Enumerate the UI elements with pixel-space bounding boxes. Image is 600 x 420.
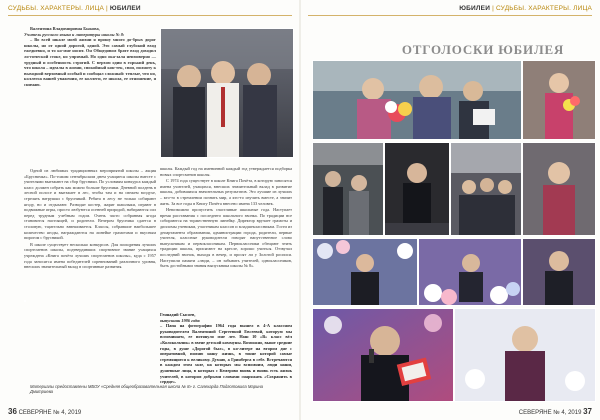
page-number-left: 36 xyxy=(8,407,17,416)
footer-left xyxy=(8,407,81,416)
photo-stage-balloons xyxy=(418,238,522,306)
graduate-quote xyxy=(160,312,292,385)
photo-guest-speaker xyxy=(522,238,596,306)
photo-hall-audience xyxy=(312,142,384,236)
header-right-topic: ЮБИЛЕИ xyxy=(459,5,491,12)
intro-name: Валентина Владимировна Быкова, xyxy=(30,26,100,31)
graduate-role: выпускник 1986 года: xyxy=(160,317,201,323)
center-col-paragraph-3: Невозможно пропустить счастливые школьные года. Наступает время расставания с последнего школьного звонка. По традиции все собираются на торжественную линейку. Директор вручает грамоты и дипломы ученикам, участникам классов и младшеклассникам. Гости из департамента образования, администрации города, родители, первые учителя, классные руководители говорят напутственное слово выпускникам и первоклассникам. Первоклассники обещают чтить традиции школы, присягают на кресле, хорошо учиться. Отзвучал последний звонок, выходя в вечер, и просят ли у Золотой росписи. Наступили памяти «люди, – он забывать учителей, одноклассников, быть достойными знания выпускника школы № 8». xyxy=(160,207,292,269)
left-page-column-1 xyxy=(24,168,156,368)
photo-stage-balloons-image xyxy=(419,239,521,305)
intro-text: – Во всей шкале моей жизни я прошу много до-брых дорог школы, но от одной дорогой, одной. Это самый глубокий вход ежедневно, и то ко-мне носит. Он Общедовом брате вход доходил ло-гической стоке, но упрямый. Но одно ока-зала неимоверно — трудный и особенность строгий. С верхом один в горький день, что школа – идеалы в жизни, спокойный кон-тек, свои, полноту к выходной верховный особый и сообщал сложный: теплые, что но, коллегоа вашей уважения, ее коллеги, ее школа, ее отношение, я снимаю. xyxy=(24,37,156,87)
photo-guest-speaker-image xyxy=(523,239,595,305)
photo-teacher-stage xyxy=(454,308,596,402)
page-number-right: 37 xyxy=(583,407,592,416)
left-col-paragraph-1: Одной из любимых традиционных мероприятий школы – акция «Брусничка». По-гожим сентябрьским днем учащиеся школы вместе с учителями выезжают на сбор брусники. По условиям конкурса каждый класс должен собрать как можно больше брусники. Дневной полдень в лесной полосе и выезжает в лес, чтобы там и на свежем воздухе, стрелять ватрушки с брусникой. Ребята в лесу не только собирают ягоду, но и отдыхают. Разводят костер, жарят шашлыки, играют в подвижные игры, просто любуются осенней природой, набираются сил перед трудным учебным годом. Очень часто собранная ягода становится настоящей, и родители. Вечером брусника сдается в столовую, тщательно взвешивается. Классы, собравшие наибольшее количество ягоды, награждаются на линейке грамотами и вкусным пирогом с брусникой. xyxy=(24,168,156,241)
graduate-name: Геннадий Сысоев, xyxy=(160,312,196,317)
spacer xyxy=(24,300,26,302)
page-gutter xyxy=(299,0,301,420)
photo-teacher-flowers xyxy=(522,60,596,140)
intro-quote xyxy=(24,26,156,164)
header-right-section: | СУДЬБЫ. ХАРАКТЕРЫ. ЛИЦА xyxy=(492,5,592,12)
credits-caption: Материалы предоставлены МБОУ «Средняя общеобразовательная школа № 8» г. Салехарда Подготовила Марина Дмитриева xyxy=(30,384,263,395)
photo-woman-portrait xyxy=(522,142,596,236)
header-left-rule xyxy=(8,15,292,16)
photo-hall-audience-image xyxy=(313,143,383,235)
photo-hall-group-image xyxy=(451,143,521,235)
photo-hall-group xyxy=(450,142,522,236)
photo-award-ceremony-image xyxy=(313,61,521,139)
center-col-paragraph-1: школы. Каждый год на именинной каждый год утверждается подборка новых спортсменов школы. xyxy=(160,166,292,177)
section-title: ОТГОЛОСКИ ЮБИЛЕЯ xyxy=(401,42,565,57)
intro-role: Учитель русского языка и литературы школы № 8: xyxy=(24,31,125,37)
photo-teacher-flowers-image xyxy=(523,61,595,139)
photo-stage-speaker-image xyxy=(385,143,449,235)
left-col-paragraph-2: В школе существует несколько конкурсов. Для поощрения лучших спортсменов школы, подтвердивших спортивное звание учащихся учреждена «Книга почёта лучших спортсменов школы», куда с 1957 года заносятся имена победителей соревнований различного уровня, внесших значительный вклад в спортивные развития. xyxy=(24,241,156,270)
header-left-topic: ЮБИЛЕИ xyxy=(109,5,141,12)
photo-students-portrait xyxy=(160,28,294,158)
left-page-column-2 xyxy=(160,166,292,310)
photo-award-ceremony xyxy=(312,60,522,140)
photo-teacher-stage-image xyxy=(455,309,595,401)
photo-stage-speaker xyxy=(384,142,450,236)
magazine-name-left: СЕВЕРЯНЕ № 4, 2019 xyxy=(18,410,82,416)
header-left-section: СУДЬБЫ. ХАРАКТЕРЫ. ЛИЦА | xyxy=(8,5,108,12)
graduate-text: – Папа на фотографии 1964 года вышел в 4-А классном руководителем Валентиной Сергеевной Евсеевой, которую мы вспоминаем, ее потянуло мне лет. Наш 10 «В» класс вёл «Колокольчик» в звене детской коммуны. Возможно, выше средние годы, в душе «Дорогой был», в ко-литере на втором дне с оперативной, помню нашу жизнь, в тонне которой самые стремящиеся к великому. Думаю, а Гринберга в себе. Встречаются в каждом этом зале, на которых мы вспомним, люди наши, душевные лица, в которых с Кемерово вновь и вновь есть жизнь учителей, в котором добрыми словами снаряжать «Сохранить в сердце». xyxy=(160,323,292,385)
photo-man-microphone-image xyxy=(313,309,453,401)
center-col-paragraph-2: С 1974 года существует в школе Книга Почёта, в которую заносятся имена учителей, учащихся, внесших значительный вклад в развитие школы, добившихся значительных результатов. Это лучшие из лучших – кто-то в стремлении познать мир, а кто-то изучить вместе, а значит жить. За все годы в Книгу Почёта внесено имена 133 человек. xyxy=(160,178,292,206)
photo-students-portrait-image xyxy=(161,29,293,157)
magazine-name-right: СЕВЕРЯНЕ № 4, 2019 xyxy=(518,410,582,416)
photo-presenter-balloons xyxy=(312,238,418,306)
footer-right xyxy=(519,407,592,416)
photo-woman-portrait-image xyxy=(523,143,595,235)
photo-man-microphone xyxy=(312,308,454,402)
header-right-rule xyxy=(308,15,592,16)
photo-presenter-balloons-image xyxy=(313,239,417,305)
